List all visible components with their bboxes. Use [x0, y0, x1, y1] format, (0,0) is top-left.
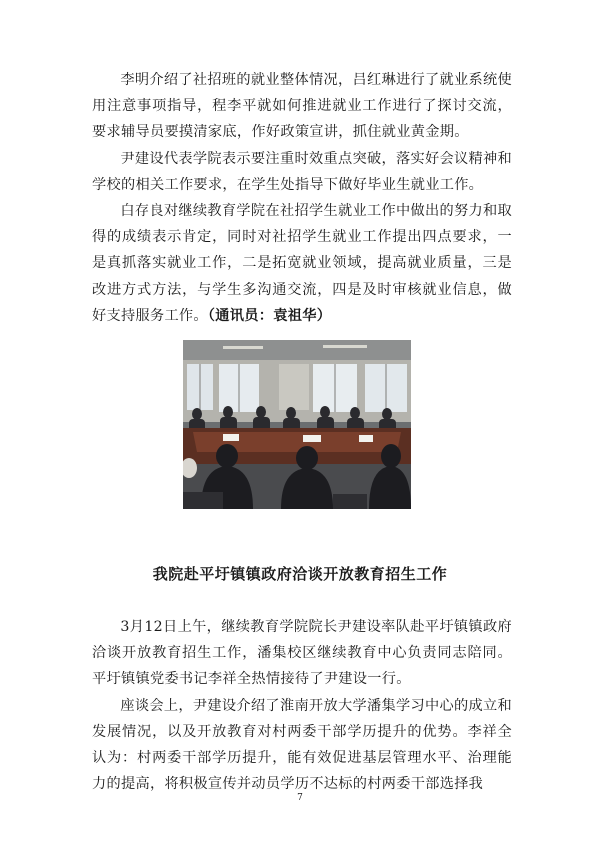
article-1-paragraph-3-text: 白存良对继续教育学院在社招学生就业工作中做出的努力和取得的成绩表示肯定，同时对社招学生就业工作提出四点要求，一是真抓落实就业工作，二是拓宽就业领域，提高就业质量，三是改进方式方法，与学生多沟通交流，四是及时审核就业信息，做好支持服务工作。	[92, 203, 512, 324]
page-number: 7	[297, 793, 303, 803]
article-1-byline: （通讯员：袁祖华）	[207, 307, 332, 324]
article-1-paragraph-1: 李明介绍了社招班的就业整体情况，吕红琳进行了就业系统使用注意事项指导，程李平就如何推进就业工作进行了探讨交流，要求辅导员要摸清家底，作好政策宣讲，抓住就业黄金期。	[92, 72, 512, 141]
article-1-paragraph-3	[92, 198, 512, 329]
article-1-body	[92, 67, 512, 329]
article-1-paragraph-2: 尹建设代表学院表示要注重时效重点突破，落实好会议精神和学校的相关工作要求，在学生处指导下做好毕业生就业工作。	[92, 150, 512, 193]
article-2-paragraph-2: 座谈会上，尹建设介绍了淮南开放大学潘集学习中心的成立和发展情况，以及开放教育对村两委干部学历提升的优势。李祥全认为：村两委干部学历提升，能有效促进基层管理水平、治理能力的提高，将积极宣传并动员学历不达标的村两委干部选择我	[92, 697, 512, 793]
meeting-photo	[183, 340, 411, 509]
article-2-title: 我院赴平圩镇镇政府洽谈开放教育招生工作	[152, 565, 448, 583]
article-2-paragraph-1: 3月12日上午，继续教育学院院长尹建设率队赴平圩镇镇政府洽谈开放教育招生工作，潘集校区继续教育中心负责同志陪同。平圩镇镇党委书记李祥全热情接待了尹建设一行。	[92, 619, 512, 688]
article-2-body	[92, 614, 512, 797]
